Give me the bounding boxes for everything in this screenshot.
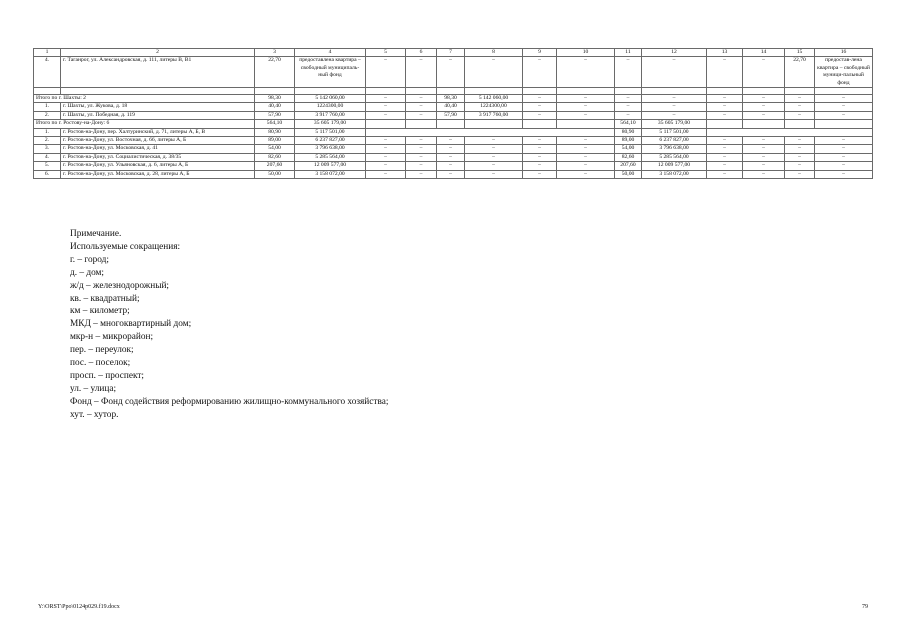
data-cell: –: [707, 111, 743, 119]
table-row: [34, 145, 873, 153]
data-cell: [366, 120, 406, 128]
data-cell: 50,00: [615, 170, 642, 178]
data-cell: –: [437, 162, 465, 170]
data-cell: 6 237 827,00: [642, 137, 707, 145]
data-cell: –: [557, 170, 615, 178]
data-cell: –: [615, 57, 642, 88]
data-cell: –: [815, 145, 873, 153]
data-cell: 98,30: [437, 95, 465, 103]
subtotal-label: Итого по г. Шахты: 2: [34, 95, 255, 103]
data-cell: –: [557, 103, 615, 111]
address-cell: г. Шахты, ул. Жукова, д. 18: [61, 103, 255, 111]
col-num-cell: 1: [34, 49, 61, 57]
address-cell: г. Ростов-на-Дону, ул. Социалистическая, д. 38/35: [61, 153, 255, 161]
empty-cell: [523, 88, 557, 95]
cost-cell: 6 237 827,00: [295, 137, 366, 145]
data-cell: [743, 120, 785, 128]
data-cell: –: [366, 111, 406, 119]
data-cell: –: [785, 153, 815, 161]
col-num-cell: 16: [815, 49, 873, 57]
data-cell: 54,00: [615, 145, 642, 153]
data-cell: [557, 120, 615, 128]
note-line: просп. – проспект;: [70, 370, 144, 381]
data-cell: 564,10: [615, 120, 642, 128]
cost-cell: 3 796 638,00: [295, 145, 366, 153]
col-num-cell: 8: [465, 49, 523, 57]
row-number: 6.: [34, 170, 61, 178]
data-cell: 57,90: [437, 111, 465, 119]
table-row: [34, 137, 873, 145]
cost-cell: 5 142 060,00: [295, 95, 366, 103]
note-line: км – километр;: [70, 306, 130, 317]
data-cell: –: [406, 153, 437, 161]
data-cell: [437, 120, 465, 128]
data-cell: –: [366, 57, 406, 88]
empty-cell: [815, 88, 873, 95]
table-row: [34, 103, 873, 111]
col-num-cell: 15: [785, 49, 815, 57]
data-cell: –: [743, 145, 785, 153]
data-cell: –: [785, 170, 815, 178]
cost-cell: 1224300,00: [295, 103, 366, 111]
data-cell: 35 605 179,00: [642, 120, 707, 128]
data-cell: –: [743, 103, 785, 111]
data-cell: [707, 120, 743, 128]
data-cell: 5 117 501,00: [642, 128, 707, 136]
empty-cell: [61, 88, 255, 95]
data-cell: [465, 120, 523, 128]
empty-cell: [743, 88, 785, 95]
data-cell: –: [557, 153, 615, 161]
col-num-cell: 7: [437, 49, 465, 57]
data-cell: –: [557, 95, 615, 103]
data-cell: –: [815, 170, 873, 178]
data-cell: –: [743, 170, 785, 178]
data-cell: –: [642, 57, 707, 88]
data-cell: –: [815, 111, 873, 119]
data-cell: –: [743, 137, 785, 145]
data-cell: –: [523, 162, 557, 170]
data-cell: 3 917 760,00: [465, 111, 523, 119]
col-num-cell: 3: [255, 49, 295, 57]
data-cell: 3 158 072,00: [642, 170, 707, 178]
data-cell: –: [366, 95, 406, 103]
data-cell: 3 796 638,00: [642, 145, 707, 153]
note-line: кв. – квадратный;: [70, 293, 140, 304]
data-cell: –: [437, 137, 465, 145]
data-cell: –: [523, 95, 557, 103]
col-num-cell: 14: [743, 49, 785, 57]
data-cell: –: [557, 145, 615, 153]
row-number: 1.: [34, 103, 61, 111]
data-cell: –: [406, 145, 437, 153]
empty-cell: [642, 88, 707, 95]
table-row: [34, 170, 873, 178]
col-num-cell: 6: [406, 49, 437, 57]
data-cell: –: [406, 170, 437, 178]
data-cell: 82,60: [615, 153, 642, 161]
area-cell: 50,00: [255, 170, 295, 178]
data-cell: –: [707, 95, 743, 103]
data-cell: –: [615, 95, 642, 103]
data-cell: –: [557, 57, 615, 88]
note-line: д. – дом;: [70, 267, 105, 278]
data-cell: [785, 120, 815, 128]
data-cell: –: [437, 153, 465, 161]
col-num-cell: 9: [523, 49, 557, 57]
data-cell: –: [707, 57, 743, 88]
data-cell: –: [406, 57, 437, 88]
note-line: хут. – хутор.: [70, 409, 119, 420]
data-cell: –: [615, 103, 642, 111]
subtotal-row: [34, 95, 873, 103]
col-num-cell: 12: [642, 49, 707, 57]
note-line: пер. – переулок;: [70, 345, 134, 356]
table-row: [34, 128, 873, 136]
data-cell: [523, 120, 557, 128]
cost-cell: 5 285 564,00: [295, 153, 366, 161]
data-cell: –: [366, 145, 406, 153]
cost-cell: 5 117 501,00: [295, 128, 366, 136]
data-cell: –: [557, 111, 615, 119]
data-cell: 22,70: [785, 57, 815, 88]
empty-cell: [34, 88, 61, 95]
col-num-cell: 2: [61, 49, 255, 57]
data-cell: –: [366, 103, 406, 111]
area-cell: 40,40: [255, 103, 295, 111]
data-cell: –: [743, 57, 785, 88]
page-number: 79: [862, 604, 868, 610]
data-cell: –: [465, 153, 523, 161]
data-cell: –: [743, 111, 785, 119]
data-cell: –: [523, 153, 557, 161]
data-cell: –: [523, 145, 557, 153]
data-cell: –: [406, 137, 437, 145]
footer-file-path: Y:\ORST\Ppo\0124p029.f19.docx: [38, 604, 120, 610]
row-number: 3.: [34, 145, 61, 153]
data-cell: –: [815, 153, 873, 161]
address-cell: г. Ростов-на-Дону, ул. Восточная, д. 66, литеры А, Б: [61, 137, 255, 145]
abbreviations-note: [70, 228, 388, 422]
data-cell: –: [743, 153, 785, 161]
empty-cell: [785, 88, 815, 95]
data-cell: –: [785, 111, 815, 119]
cost-cell: 35 605 179,00: [295, 120, 366, 128]
row-number: 4.: [34, 153, 61, 161]
empty-cell: [465, 88, 523, 95]
data-cell: –: [523, 57, 557, 88]
merged-empty-cell: [707, 128, 873, 136]
data-cell: 12 009 577,00: [642, 162, 707, 170]
data-cell: –: [785, 162, 815, 170]
cost-cell: 3 158 072,00: [295, 170, 366, 178]
housing-table: [33, 48, 873, 179]
data-cell: –: [437, 170, 465, 178]
data-cell: [815, 120, 873, 128]
data-cell: –: [815, 162, 873, 170]
area-cell: 80,90: [255, 128, 295, 136]
cost-cell: 12 009 577,00: [295, 162, 366, 170]
subtotal-label: Итого по г. Ростову-на-Дону: 6: [34, 120, 255, 128]
data-cell: –: [523, 170, 557, 178]
row-number: 4.: [34, 57, 61, 88]
data-cell: –: [406, 162, 437, 170]
data-cell: –: [465, 137, 523, 145]
col-num-cell: 10: [557, 49, 615, 57]
data-cell: 40,40: [437, 103, 465, 111]
data-cell: –: [743, 162, 785, 170]
address-cell: г. Ростов-на-Дону, ул. Московская, д. 28, литеры А, Б: [61, 170, 255, 178]
empty-cell: [295, 88, 366, 95]
subtotal-row: [34, 120, 873, 128]
data-cell: –: [366, 162, 406, 170]
data-cell: –: [523, 137, 557, 145]
data-cell: –: [557, 137, 615, 145]
data-cell: –: [815, 95, 873, 103]
area-cell: 207,60: [255, 162, 295, 170]
empty-cell: [707, 88, 743, 95]
data-cell: –: [743, 95, 785, 103]
column-number-row: [34, 49, 873, 57]
data-cell: –: [366, 170, 406, 178]
table-row: [34, 57, 873, 88]
data-cell: –: [707, 162, 743, 170]
data-cell: –: [785, 145, 815, 153]
note-heading: Примечание.: [70, 229, 122, 239]
data-cell: [406, 120, 437, 128]
data-cell: –: [366, 153, 406, 161]
row-number: 2.: [34, 111, 61, 119]
data-cell: –: [815, 137, 873, 145]
data-cell: –: [707, 170, 743, 178]
empty-cell: [366, 88, 406, 95]
row-number: 5.: [34, 162, 61, 170]
data-cell: 1224300,00: [465, 103, 523, 111]
cost-cell: предоставлена квартира – свободный муниципаль-ный фонд: [295, 57, 366, 88]
note-line: Фонд – Фонд содействия реформированию жилищно-коммунального хозяйства;: [70, 396, 389, 407]
cost-cell: 3 917 760,00: [295, 111, 366, 119]
data-cell: –: [437, 145, 465, 153]
empty-row: [34, 88, 873, 95]
data-cell: 5 142 060,00: [465, 95, 523, 103]
data-cell: –: [366, 137, 406, 145]
area-cell: 57,90: [255, 111, 295, 119]
data-cell: –: [642, 95, 707, 103]
data-cell: –: [785, 137, 815, 145]
data-cell: –: [615, 111, 642, 119]
area-cell: 564,10: [255, 120, 295, 128]
note-line: мкр-н – микрорайон;: [70, 332, 154, 343]
col-num-cell: 4: [295, 49, 366, 57]
col-num-cell: 13: [707, 49, 743, 57]
row-number: 1.: [34, 128, 61, 136]
row-number: 2.: [34, 137, 61, 145]
data-cell: –: [465, 57, 523, 88]
data-cell: –: [406, 95, 437, 103]
merged-empty-cell: [366, 128, 615, 136]
data-cell: –: [465, 170, 523, 178]
data-cell: 80,90: [615, 128, 642, 136]
address-cell: г. Таганрог, ул. Александровская, д. 111, литеры В, В1: [61, 57, 255, 88]
data-cell: –: [707, 103, 743, 111]
address-cell: г. Шахты, ул. Победная, д. 119: [61, 111, 255, 119]
data-cell: –: [642, 111, 707, 119]
area-cell: 89,00: [255, 137, 295, 145]
data-cell: –: [557, 162, 615, 170]
area-cell: 54,00: [255, 145, 295, 153]
data-cell: –: [707, 153, 743, 161]
data-cell: –: [785, 103, 815, 111]
area-cell: 22,70: [255, 57, 295, 88]
table-row: [34, 162, 873, 170]
data-cell: –: [523, 103, 557, 111]
note-subheading: Используемые сокращения:: [70, 241, 181, 252]
data-cell: –: [785, 95, 815, 103]
col-num-cell: 5: [366, 49, 406, 57]
note-line: ул. – улица;: [70, 383, 117, 394]
data-cell: –: [642, 103, 707, 111]
data-cell: –: [815, 103, 873, 111]
empty-cell: [437, 88, 465, 95]
data-cell: –: [523, 111, 557, 119]
note-line: ж/д – железнодорожный;: [70, 280, 170, 291]
table-row: [34, 111, 873, 119]
data-cell: –: [465, 145, 523, 153]
data-cell: 207,60: [615, 162, 642, 170]
empty-cell: [406, 88, 437, 95]
address-cell: г. Ростов-на-Дону, пер. Халтуринский, д. 71, литеры А, Б, В: [61, 128, 255, 136]
data-cell: 5 285 564,00: [642, 153, 707, 161]
data-cell: предостав-лена квартира – свободный муници-пальный фонд: [815, 57, 873, 88]
address-cell: г. Ростов-на-Дону, ул. Ульяновская, д. 6, литеры А, Б: [61, 162, 255, 170]
area-cell: 82,60: [255, 153, 295, 161]
address-cell: г. Ростов-на-Дону, ул. Московская, д. 41: [61, 145, 255, 153]
data-cell: –: [707, 145, 743, 153]
table-row: [34, 153, 873, 161]
empty-cell: [255, 88, 295, 95]
data-cell: –: [406, 111, 437, 119]
area-cell: 98,30: [255, 95, 295, 103]
note-line: МКД – многоквартирный дом;: [70, 319, 192, 330]
empty-cell: [557, 88, 615, 95]
note-line: пос. – поселок;: [70, 358, 131, 369]
empty-cell: [615, 88, 642, 95]
data-cell: –: [437, 57, 465, 88]
data-cell: 89,00: [615, 137, 642, 145]
data-cell: –: [406, 103, 437, 111]
note-line: г. – город;: [70, 254, 109, 265]
data-cell: –: [465, 162, 523, 170]
col-num-cell: 11: [615, 49, 642, 57]
data-cell: –: [707, 137, 743, 145]
